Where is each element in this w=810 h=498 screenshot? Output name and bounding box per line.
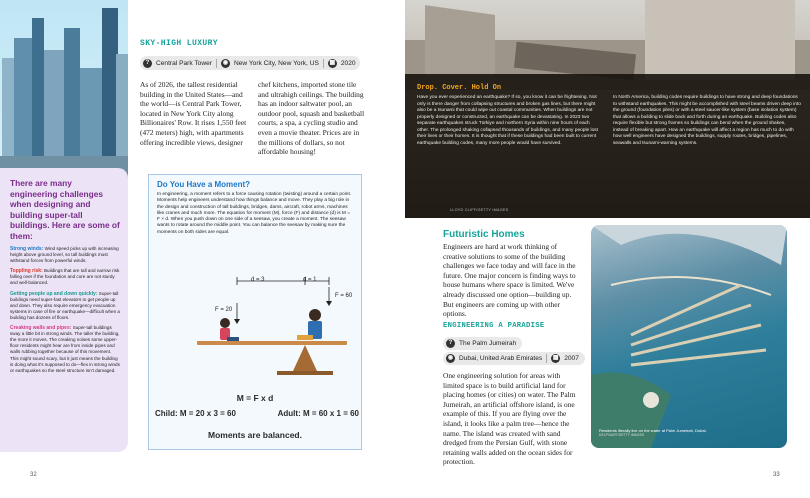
- challenge-text: Wind speed picks up with increasing height above ground level, so tall buildings must withstand forces from powerful winds.: [10, 246, 119, 264]
- child-equation: Child: M = 20 x 3 = 60: [155, 409, 236, 418]
- moment-box: [148, 174, 362, 450]
- palm-caption: Residents literally live on the water at Palm Jumeirah, Dubai.: [599, 428, 707, 433]
- challenges-sidebar: [0, 168, 128, 452]
- paradise-text: One engineering solution for areas with limited space is to build artificial land for placing homes (or cities) on water. The Palm Jumeirah, an artificial offshore island, is one example of this. If you are flying over the island, it looks like a palm tree—hence the name. The island was created with sand dredged from the Persian Gulf, with stone retaining walls added on the ocean sides for protection.: [443, 371, 576, 467]
- challenge-title: Getting people up and down quickly:: [10, 290, 98, 297]
- location-pin-icon: ?: [143, 59, 152, 68]
- calendar-icon: ▦: [552, 355, 559, 361]
- globe-icon: ◉: [222, 59, 229, 66]
- palm-jumeirah-photo: [591, 225, 787, 448]
- challenge-item: [10, 268, 120, 286]
- seesaw-plank: [197, 341, 347, 345]
- moment-text: In engineering, a moment refers to a force causing rotation (twisting) around a certain point. Moments help engineers understand how things balance and move. They play a big role in the design and construction of tall buildings, bridges, dams, aircraft, robot arms, machines like cranes and much more. The equation for moment (M), force (F) and distance (d) is M = F × d. When you push down on one side of a seesaw, you create a moment. The seesaw wants to rotate around the middle point. You can balance the seesaw by making sure the moments on both sides are equal.: [157, 192, 352, 235]
- year: 2020: [340, 59, 356, 67]
- challenge-text: Buildings that are tall and narrow risk falling over if the foundation and core are not sturdy and well-balanced.: [10, 268, 120, 286]
- divider: [323, 59, 324, 68]
- challenge-title: Creaking walls and pipes:: [10, 325, 72, 332]
- sidebar-heading: There are many engineering challenges when designing and building super-tall buildings. Here are some of them:: [10, 178, 120, 241]
- challenge-text: Super-tall buildings sway a little bit in strong winds. The taller the building, the more it moves. The creaking noises some upper-floor residents might hear are from inside pipes and walls rubbing together because of this movement. This might sound scary, but it just means the building is doing what it's supposed to do—flex in strong winds or earthquakes so the steel structure isn't damaged.: [10, 325, 120, 373]
- adult-equation: Adult: M = 60 x 1 = 60: [277, 409, 359, 418]
- sky-high-text-col1: As of 2026, the tallest residential building in the United States—and the world—is Central Park Tower, located in New York City along Billionaires' Row. It rises 1,550 feet (472 meters) high, with apartments offering incredible views, designer: [140, 80, 247, 147]
- challenge-item: [10, 246, 120, 264]
- seesaw-fulcrum: [293, 345, 317, 371]
- sky-high-title: SKY-HIGH LUXURY: [140, 39, 219, 48]
- hotel-building: [643, 392, 659, 408]
- futuristic-text: Engineers are hard at work thinking of creative solutions to some of the building challenges we face today and will face in the future. One major concern is finding ways to house humans where space is limited. We've already discussed one option—building up. But engineers are coming up with other options.: [443, 242, 576, 319]
- photo-credit: LLOYD CLIFF/GETTY IMAGES: [450, 208, 509, 212]
- seesaw-diagram: [157, 271, 353, 385]
- adult-head: [309, 309, 321, 321]
- city-name: New York City, New York, US: [233, 59, 319, 67]
- seesaw-base: [277, 371, 333, 375]
- location-pin-icon: ?: [446, 339, 455, 348]
- challenge-title: Strong winds:: [10, 246, 44, 252]
- challenge-title: Toppling risk:: [10, 268, 43, 275]
- crescent: [611, 277, 771, 295]
- divider: [546, 354, 547, 363]
- skyline-illustration: [0, 0, 128, 178]
- drop-cover-text-col1: Have you ever experienced an earthquake? If so, you know it can be frightening. Not only is there danger from collapsing structures and broken gas lines, but there might also be a tsunami that could wipe out coastal communities. When buildings are not properly designed or constructed, an earthquake can be devastating. In 2023 two separate earthquakes struck Türkiye and northern Syria within nine hours of each other. The prolonged shaking collapsed thousands of buildings, and many people lost their lives or their homes. It is thought that if these buildings had been built to current earthquake building codes, many more people would have survived.: [417, 95, 598, 146]
- moment-conclusion: Moments are balanced.: [207, 430, 302, 440]
- page-number-right: 33: [773, 472, 780, 478]
- location-name: Central Park Tower: [156, 59, 212, 67]
- palm-frond: [631, 305, 751, 345]
- distance-label-left: d = 3: [251, 277, 265, 283]
- paradise-title: ENGINEERING A PARADISE: [443, 322, 545, 330]
- moment-title: Do You Have a Moment?: [157, 180, 251, 189]
- page-number-left: 32: [30, 472, 37, 478]
- drop-cover-text-col2: In North America, building codes require buildings to have strong and deep foundations to withstand earthquakes. This might be accomplished with steel beams driven deep into the ground (foundation piles) or with a steel saucer-like system (base isolation system) that allows a building to slide back and forth during an earthquake. Building codes also require flexible but strong frames so buildings can bend when the ground shakes, instead of breaking apart. How an earthquake will affect a region has much to do with how well engineers have designed the buildings, supply routes, bridges, pipelines, seawalls and tsunami-warning systems.: [613, 95, 801, 146]
- moment-formula: M = F x d: [236, 393, 274, 403]
- city-name: Dubai, United Arab Emirates: [459, 355, 543, 362]
- child-head: [220, 318, 230, 328]
- adult-legs: [297, 335, 313, 340]
- futuristic-title: Futuristic Homes: [443, 229, 525, 240]
- year: 2007: [564, 355, 579, 362]
- force-label-left: F = 20: [215, 307, 233, 313]
- palm-caption-block: [599, 428, 759, 438]
- divider: [216, 59, 217, 68]
- sky-haze: [591, 225, 787, 265]
- palm-frond: [631, 350, 766, 365]
- sky-high-facts-bar: [140, 56, 360, 70]
- force-label-right: F = 60: [335, 293, 353, 299]
- location-name: The Palm Jumeirah: [459, 340, 517, 347]
- photo-credit: DELPIXART/GETTY IMAGES: [599, 433, 645, 437]
- paradise-facts-pill: [443, 352, 585, 365]
- moment-equations: [155, 409, 359, 418]
- sky-high-text-col2: chef kitchens, imported stone tile and ultrahigh ceilings. The building has an indoor saltwater pool, an outdoor pool, squash and basketball courts, a spa, a cycling studio and even a movie theater. Prices are in the millions of dollars, so not affordable housing!: [258, 80, 365, 157]
- globe-icon: ◉: [447, 355, 454, 361]
- challenge-item: [10, 291, 120, 321]
- child-legs: [227, 337, 239, 341]
- drop-cover-title: Drop. Cover. Hold On: [417, 84, 502, 92]
- challenge-text: Super-tall buildings need super-fast elevators to get people up and down. They also require emergency evacuation systems in case of fire or earthquake—difficult when a building has dozens of floors.: [10, 290, 120, 320]
- arrow-head: [326, 301, 332, 306]
- palm-island-graphic: [591, 225, 787, 448]
- distance-label-right: d = 1: [303, 277, 317, 283]
- challenge-item: [10, 325, 120, 374]
- arrow-head: [234, 319, 240, 324]
- calendar-icon: ▦: [329, 59, 336, 66]
- paradise-location-pill: [443, 337, 522, 350]
